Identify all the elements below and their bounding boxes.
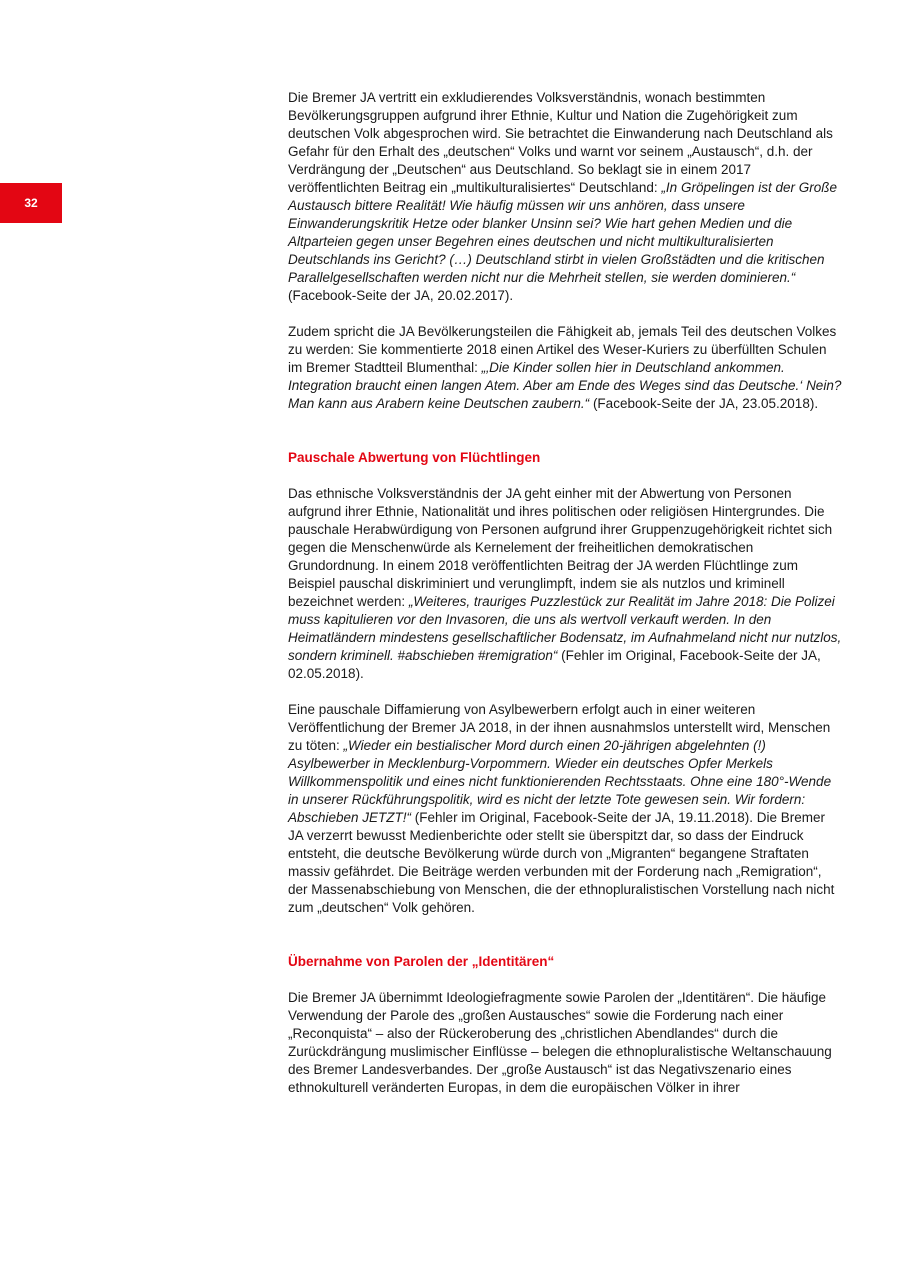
section-heading-1: Pauschale Abwertung von Flüchtlingen xyxy=(288,450,541,465)
paragraph-1-citation: (Facebook-Seite der JA, 20.02.2017). xyxy=(288,288,514,303)
paragraph-4-continuation: (Fehler im Original, Facebook-Seite der JA, 19.11.2018). Die Bremer JA verzerrt bewusst Medienberichte oder stellt sie überspitzt dar, so dass der Eindruck entsteht, die deutsche Bevölkerung würde durch von „Migranten“ begangene Straftaten massiv gefährdet. Die Beiträge werden verbunden mit der Forderung nach „Remigration“, der Massenabschiebung von Menschen, die der ethnopluralistischen Vorstellung nach nicht zum „deutschen“ Volk gehören. xyxy=(288,810,835,915)
page-number-badge xyxy=(0,183,62,223)
paragraph-2 xyxy=(288,323,843,413)
body-text xyxy=(288,89,843,1097)
paragraph-4-text: Eine pauschale Diffamierung von Asylbewerbern erfolgt auch in einer weiteren Veröffentlichung der Bremer JA 2018, in der ihnen ausnahmslos unterstellt wird, Menschen zu töten: xyxy=(288,702,831,753)
paragraph-1-quote: „In Gröpelingen ist der Große Austausch bittere Realität! Wie häufig müssen wir uns anhören, dass unsere Einwanderungskritik Hetze oder blanker Unsinn sei? Wie hart gehen Medien und die Altparteien gegen unser Begehren eines deutschen und nicht multikulturalisierten Deutschlands ins Gericht? (…) Deutschland stirbt in vielen Großstädten und die kritischen Parallelgesellschaften werden nicht nur die Mehrheit stellen, sie werden dominieren.“ xyxy=(288,180,838,285)
paragraph-3 xyxy=(288,485,843,683)
paragraph-2-citation: (Facebook-Seite der JA, 23.05.2018). xyxy=(589,396,819,411)
paragraph-1-text: Die Bremer JA vertritt ein exkludierendes Volksverständnis, wonach bestimmten Bevölkerungsgruppen aufgrund ihrer Ethnie, Kultur und Nation die Zugehörigkeit zum deutschen Volk abgesprochen wird. Sie betrachtet die Einwanderung nach Deutschland als Gefahr für den Erhalt des „deutschen“ Volks und warnt vor seinem „Austausch“, d.h. der Verdrängung der „Deutschen“ aus Deutschland. So beklagt sie in einem 2017 veröffentlichten Beitrag ein „multikulturalisiertes“ Deutschland: xyxy=(288,90,833,195)
paragraph-4-quote: „Wieder ein bestialischer Mord durch einen 20-jährigen abgelehnten (!) Asylbewerber in Mecklenburg-Vorpommern. Wieder ein deutsches Opfer Merkels Willkommenspolitik und eines nicht funktionierenden Rechtsstaats. Ohne eine 180°-Wende in unserer Rückführungspolitik, wird es nicht der letzte Tote gewesen sein. Wir fordern: Abschieben JETZT!“ xyxy=(288,738,832,825)
paragraph-3-quote: „Weiteres, trauriges Puzzlestück zur Realität im Jahre 2018: Die Polizei muss kapitulieren vor den Invasoren, die uns als wertvoll verkauft werden. In den Heimatländern mindestens gesellschaftlicher Bodensatz, im Aufnahmeland nicht nur nutzlos, sondern kriminell. #abschieben #remigration“ xyxy=(288,594,842,663)
paragraph-5: Die Bremer JA übernimmt Ideologiefragmente sowie Parolen der „Identitären“. Die häufige Verwendung der Parole des „großen Austausches“ sowie die Forderung nach einer „Reconquista“ – also der Rückeroberung des „christlichen Abendlandes“ durch die Zurückdrängung muslimischer Einflüsse – belegen die ethnopluralistische Weltanschauung des Bremer Landesverbandes. Der „große Austausch“ ist das Negativszenario eines ethnokulturell veränderten Europas, in dem die europäischen Völker in ihrer xyxy=(288,990,832,1095)
section-heading-2: Übernahme von Parolen der „Identitären“ xyxy=(288,954,555,969)
paragraph-1 xyxy=(288,89,843,305)
paragraph-3-text: Das ethnische Volksverständnis der JA geht einher mit der Abwertung von Personen aufgrund ihrer Ethnie, Nationalität und ihres politischen oder religiösen Hintergrundes. Die pauschale Herabwürdigung von Personen aufgrund ihrer Gruppenzugehörigkeit richtet sich gegen die Menschenwürde als Kernelement der freiheitlichen demokratischen Grundordnung. In einem 2018 veröffentlichten Beitrag der JA werden Flüchtlinge zum Beispiel pauschal diskriminiert und verunglimpft, indem sie als nutzlos und kriminell bezeichnet werden: xyxy=(288,486,833,609)
paragraph-4 xyxy=(288,701,843,917)
page-number: 32 xyxy=(24,196,38,210)
paragraph-3-citation: (Fehler im Original, Facebook-Seite der JA, 02.05.2018). xyxy=(288,648,821,681)
paragraph-2-quote: „‚Die Kinder sollen hier in Deutschland ankommen. Integration braucht einen langen Atem. Aber am Ende des Weges sind das Deutsche.‘ Nein? Man kann aus Arabern keine Deutschen zaubern.“ xyxy=(288,360,842,411)
paragraph-2-text: Zudem spricht die JA Bevölkerungsteilen die Fähigkeit ab, jemals Teil des deutschen Volkes zu werden: Sie kommentierte 2018 einen Artikel des Weser-Kuriers zu überfüllten Schulen im Bremer Stadtteil Blumenthal: xyxy=(288,324,837,375)
